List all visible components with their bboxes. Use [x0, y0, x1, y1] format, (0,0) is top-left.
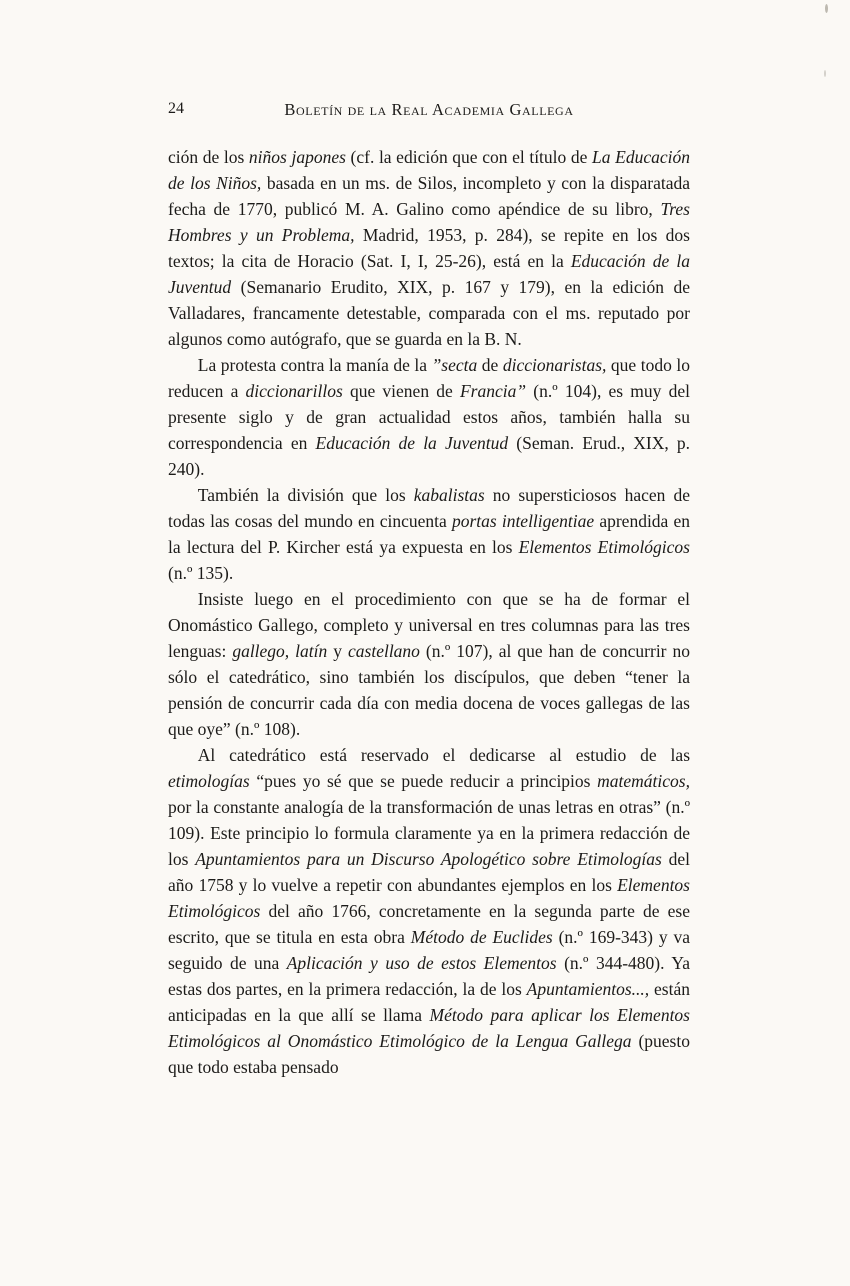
page-header [168, 100, 690, 124]
paragraph [168, 742, 690, 1080]
text-segment: por la constante analogía de la transformación de unas letras en otras” (n.º 109). Este principio lo formula claramente ya en la primera redacción de los [168, 797, 690, 869]
text-segment: y [327, 641, 348, 661]
page-number: 24 [168, 100, 184, 117]
text-segment: no supersticiosos hacen de todas las cosas del mundo en cincuenta [168, 485, 690, 531]
text-segment: ción de los [168, 147, 249, 167]
text-segment: También la división que los [197, 485, 414, 505]
italic-text-segment: Método para aplicar los Elementos Etimológicos al Onomástico Etimológico de la Lengua Gallega [168, 1005, 690, 1051]
text-segment: de [477, 355, 503, 375]
paragraph [168, 352, 690, 482]
italic-text-segment: kabalistas [413, 485, 485, 505]
text-segment: (n.º 135). [168, 563, 234, 583]
text-segment: Madrid, 1953, p. 284), se repite en los dos textos; la cita de Horacio (Sat. I, I, 25-26), está en la [168, 225, 690, 271]
text-segment: (n.º 104), es muy del presente siglo y de gran actualidad estos años, también halla su correspondencia en [168, 381, 690, 453]
italic-text-segment: Elementos Etimológicos [168, 875, 690, 921]
italic-text-segment: Elementos Etimológicos [518, 537, 690, 557]
text-segment: (Seman. Erud., XIX, p. 240). [168, 433, 690, 479]
text-segment: del año 1758 y lo vuelve a repetir con abundantes ejemplos en los [168, 849, 690, 895]
paragraph [168, 144, 690, 352]
text-segment: basada en un ms. de Silos, incompleto y con la disparatada fecha de 1770, publicó M. A. Galino como apéndice de su libro, [168, 173, 690, 219]
italic-text-segment: Apuntamientos..., [526, 979, 650, 999]
italic-text-segment: diccionaristas, [502, 355, 607, 375]
italic-text-segment: gallego, latín [232, 641, 328, 661]
text-segment: Al catedrático está reservado el dedicarse al estudio de las [197, 745, 690, 765]
italic-text-segment: etimologías [168, 771, 250, 791]
text-segment: (cf. la edición que con el título de [345, 147, 593, 167]
text-segment: (Semanario Erudito, XIX, p. 167 y 179), en la edición de Valladares, francamente detestable, comparada con el ms. reputado por algunos como autógrafo, que se guarda en la B. N. [168, 277, 690, 349]
text-segment: (puesto que todo estaba pensado [168, 1031, 690, 1077]
italic-text-segment: niños japones [248, 147, 346, 167]
scan-speck [824, 70, 826, 77]
paragraph [168, 586, 690, 742]
italic-text-segment: ”secta [431, 355, 478, 375]
italic-text-segment: matemáticos, [597, 771, 690, 791]
italic-text-segment: Educación de la Juventud [168, 251, 690, 297]
italic-text-segment: portas intelligentiae [451, 511, 595, 531]
text-segment: (n.º 107), al que han de concurrir no sólo el catedrático, sino también los discípulos, que deben “tener la pensión de concurrir cada día con media docena de voces gallegas de las que oye” (n.º 108). [168, 641, 690, 739]
text-segment: “pues yo sé que se puede reducir a principios [249, 771, 598, 791]
text-segment: están anticipadas en la que allí se llama [168, 979, 690, 1025]
italic-text-segment: castellano [348, 641, 420, 661]
italic-text-segment: Apuntamientos para un Discurso Apologético sobre Etimologías [195, 849, 662, 869]
italic-text-segment: Aplicación y uso de estos Elementos [286, 953, 557, 973]
italic-text-segment: Francia” [459, 381, 527, 401]
text-segment: que todo lo reducen a [168, 355, 690, 401]
journal-title: Boletín de la Real Academia Gallega [284, 100, 574, 119]
italic-text-segment: diccionarillos [245, 381, 343, 401]
text-segment: del año 1766, concretamente en la segunda parte de ese escrito, que se titula en esta obra [168, 901, 690, 947]
italic-text-segment: Método de Euclides [410, 927, 553, 947]
text-segment: aprendida en la lectura del P. Kircher está ya expuesta en los [168, 511, 690, 557]
text-segment: que vienen de [342, 381, 460, 401]
italic-text-segment: Educación de la Juventud [315, 433, 509, 453]
scan-speck [825, 4, 828, 13]
text-segment: (n.º 169-343) y va seguido de una [168, 927, 691, 973]
italic-text-segment: La Educación de los Niños, [168, 147, 690, 193]
paragraph [168, 482, 690, 586]
text-segment: La protesta contra la manía de la [197, 355, 432, 375]
text-block [168, 144, 690, 1080]
italic-text-segment: Tres Hombres y un Problema, [168, 199, 690, 245]
text-segment: (n.º 344-480). Ya estas dos partes, en la primera redacción, la de los [168, 953, 690, 999]
text-segment: Insiste luego en el procedimiento con que se ha de formar el Onomástico Gallego, completo y universal en tres columnas para las tres lenguas: [168, 589, 690, 661]
